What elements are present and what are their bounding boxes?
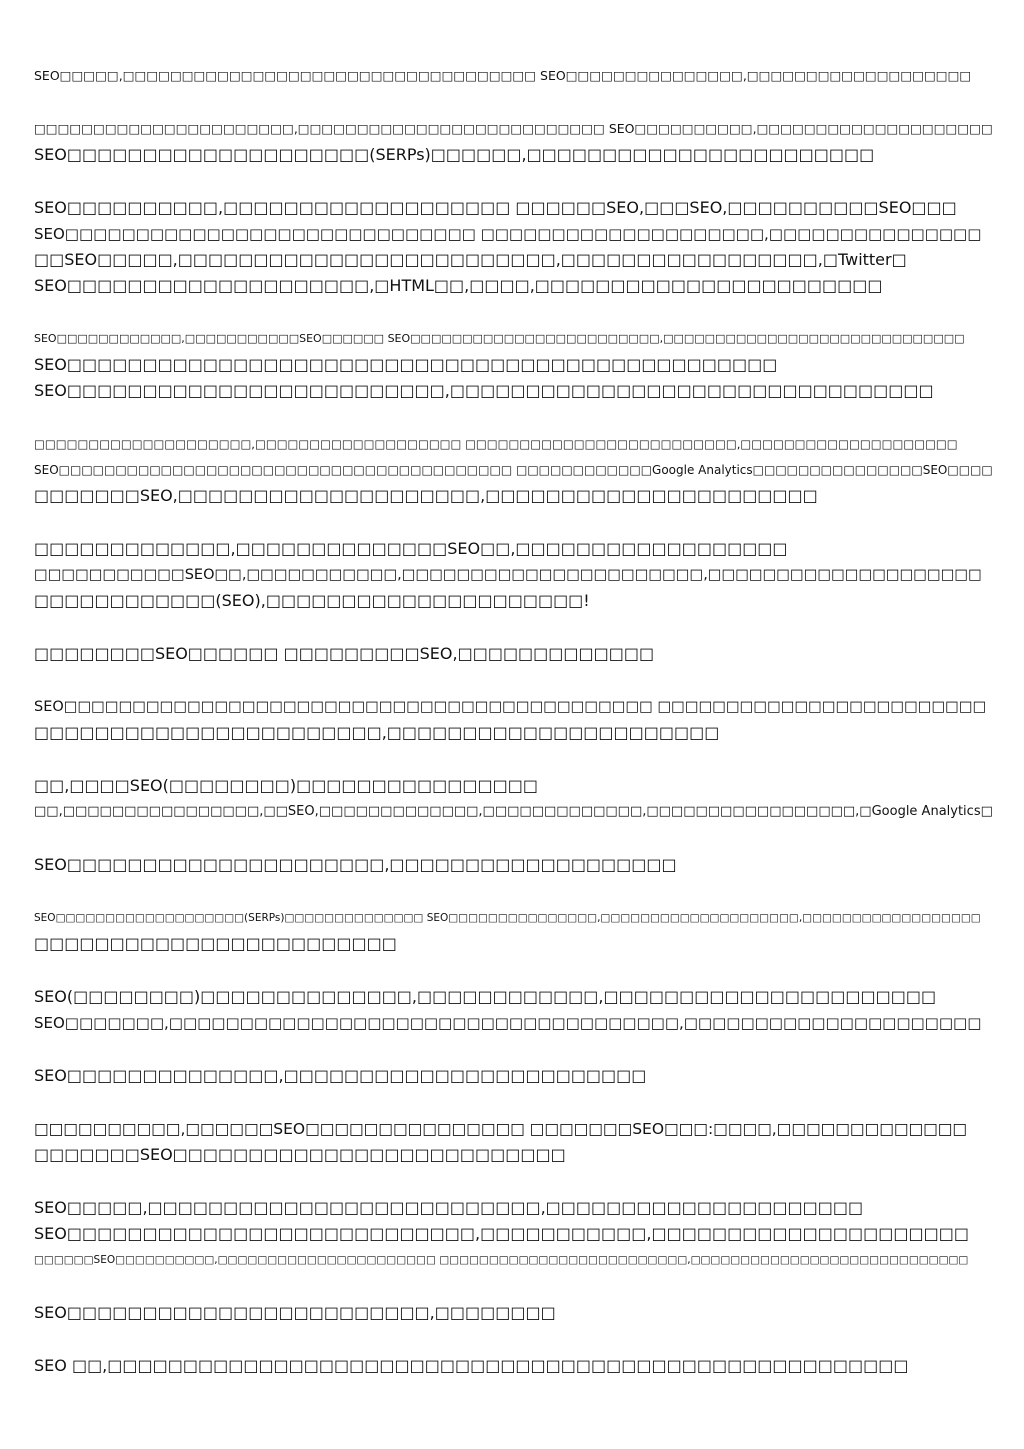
paragraph (34, 1300, 994, 1326)
paragraph (34, 641, 994, 667)
text-line: SEO□□□□□,□□□□□□□□□□□□□□□□□□□□□□□□□□,□□□□□□□□□□□□□□□□□□□□□ (34, 1198, 864, 1217)
paragraph (34, 63, 994, 89)
text-line: SEO□□□□□□□□□□□□□□□□□□□□□□□□□,□□□□□□□□□□□□□□□□□□□□□□□□□□□□□□□□ (34, 381, 934, 400)
text-line: □□□□□□□□□□□□□□□□□□□□□□□,□□□□□□□□□□□□□□□□□□□□□□ (34, 723, 720, 742)
text-line: □□□□□□□□□□□SEO□□,□□□□□□□□□□□,□□□□□□□□□□□□□□□□□□□□□□,□□□□□□□□□□□□□□□□□□□□ (34, 567, 982, 583)
text-line: SEO□□□□□□□□□□□□□□□□□□□□□□□□□□□□□□□□□□□□□□□□ □□□□□□□□□□□□Google Analytics□□□□□□□□□□□□□□□SEO□□□□ (34, 463, 993, 477)
text-line: □□□□□□□□□□□□(SEO),□□□□□□□□□□□□□□□□□□□□□! (34, 591, 590, 610)
text-line: SEO□□□□□□□□□□□□□□□□□□□□,□HTML□□,□□□□,□□□□□□□□□□□□□□□□□□□□□□□ (34, 276, 883, 295)
text-line: □□□□□□□SEO,□□□□□□□□□□□□□□□□□□□□,□□□□□□□□□□□□□□□□□□□□□□ (34, 486, 818, 505)
text-line: □□,□□□□SEO(□□□□□□□□)□□□□□□□□□□□□□□□□ (34, 776, 538, 795)
text-line: □□□□□□□□□□□□□□□□□□□□□□□□ (34, 934, 397, 953)
text-line: SEO □□,□□□□□□□□□□□□□□□□□□□□□□□□□□□□□□□□□□□□□□□□□□□□□□□□□□□□□ (34, 1356, 909, 1375)
paragraph (34, 431, 994, 509)
paragraph (34, 326, 994, 404)
text-line: SEO□□□□□□□□□□□□□□□□□□□□□,□□□□□□□□□□□□□□□□□□□ (34, 855, 677, 874)
text-line: SEO□□□□□□□□□□,□□□□□□□□□□□□□□□□□□□ □□□□□□SEO,□□□SEO,□□□□□□□□□□SEO□□□ (34, 198, 957, 217)
document-page (34, 63, 994, 1406)
paragraph (34, 694, 994, 746)
text-line: SEO□□□□□□□□□□□□□□□□□□□□□□□□□□□,□□□□□□□□□□□,□□□□□□□□□□□□□□□□□□□□□ (34, 1224, 969, 1243)
text-line: SEO□□□□□□□,□□□□□□□□□□□□□□□□□□□□□□□□□□□□□□□□□□□□,□□□□□□□□□□□□□□□□□□□□□ (34, 1014, 982, 1032)
paragraph (34, 905, 994, 957)
text-line: □□□□□□□□□□□□□,□□□□□□□□□□□□□□SEO□□,□□□□□□□□□□□□□□□□□□ (34, 539, 788, 558)
text-line: □□,□□□□□□□□□□□□□□□□,□□SEO,□□□□□□□□□□□□□,□□□□□□□□□□□□□,□□□□□□□□□□□□□□□□□,□Google Analytics□ (34, 804, 993, 819)
text-line: □□SEO□□□□□,□□□□□□□□□□□□□□□□□□□□□□□□□,□□□□□□□□□□□□□□□□□,□Twitter□ (34, 250, 907, 269)
paragraph (34, 1195, 994, 1273)
paragraph (34, 1116, 994, 1168)
text-line: SEO□□□□□□□□□□□□□□□□□□□□(SERPs)□□□□□□,□□□□□□□□□□□□□□□□□□□□□□□ (34, 145, 875, 164)
text-line: SEO□□□□□□□□□□□□□□□□□□□□□□□□,□□□□□□□□ (34, 1303, 556, 1322)
paragraph (34, 116, 994, 168)
paragraph (34, 852, 994, 878)
text-line: SEO□□□□□□□□□□□□□□□□□□□□□□□□□□□□□□□□□□□□□□□□□□□□□□□ (34, 355, 778, 374)
paragraph (34, 1353, 994, 1379)
text-line: SEO□□□□□□□□□□□□□□,□□□□□□□□□□□□□□□□□□□□□□□□ (34, 1066, 647, 1085)
text-line: □□□□□□□□□□,□□□□□□SEO□□□□□□□□□□□□□□□ □□□□□□□SEO□□□:□□□□,□□□□□□□□□□□□□ (34, 1120, 968, 1138)
paragraph (34, 773, 994, 825)
paragraph (34, 195, 994, 299)
text-line: □□□□□□□SEO□□□□□□□□□□□□□□□□□□□□□□□□□□ (34, 1145, 566, 1164)
text-line: SEO□□□□□□□□□□□□□□□□□□□□□□□□□□□□□ □□□□□□□□□□□□□□□□□□□□,□□□□□□□□□□□□□□□ (34, 225, 982, 243)
text-line: □□□□□□□□SEO□□□□□□ □□□□□□□□□SEO,□□□□□□□□□□□□□ (34, 644, 655, 663)
text-line: SEO□□□□□□□□□□□□,□□□□□□□□□□□SEO□□□□□□ SEO□□□□□□□□□□□□□□□□□□□□□□□□,□□□□□□□□□□□□□□□□□□□□□□□□□□□□□ (34, 332, 965, 345)
paragraph (34, 536, 994, 614)
text-line: □□□□□□SEO□□□□□□□□□□,□□□□□□□□□□□□□□□□□□□□□□ □□□□□□□□□□□□□□□□□□□□□□□□□,□□□□□□□□□□□□□□□□□□□□□□□□□□□□ (34, 1254, 969, 1266)
text-line: □□□□□□□□□□□□□□□□□□□□,□□□□□□□□□□□□□□□□□□□ □□□□□□□□□□□□□□□□□□□□□□□□□,□□□□□□□□□□□□□□□□□□□□ (34, 437, 958, 451)
paragraph (34, 984, 994, 1036)
paragraph (34, 1063, 994, 1089)
text-line: SEO□□□□□□□□□□□□□□□□□□□□□□□□□□□□□□□□□□□□□□□□□□□ □□□□□□□□□□□□□□□□□□□□□□□□ (34, 699, 987, 715)
text-line: □□□□□□□□□□□□□□□□□□□□□□,□□□□□□□□□□□□□□□□□□□□□□□□□□ SEO□□□□□□□□□□,□□□□□□□□□□□□□□□□□□□□ (34, 121, 993, 136)
text-line: SEO□□□□□,□□□□□□□□□□□□□□□□□□□□□□□□□□□□□□□□□□□ SEO□□□□□□□□□□□□□□□,□□□□□□□□□□□□□□□□□□□ (34, 68, 972, 83)
text-line: SEO□□□□□□□□□□□□□□□□□□□(SERPs)□□□□□□□□□□□□□□ SEO□□□□□□□□□□□□□□□,□□□□□□□□□□□□□□□□□□□□,□□□□□□□□□□□□□□□□□□ (34, 912, 981, 924)
text-line: SEO(□□□□□□□□)□□□□□□□□□□□□□□,□□□□□□□□□□□□,□□□□□□□□□□□□□□□□□□□□□□ (34, 987, 937, 1006)
